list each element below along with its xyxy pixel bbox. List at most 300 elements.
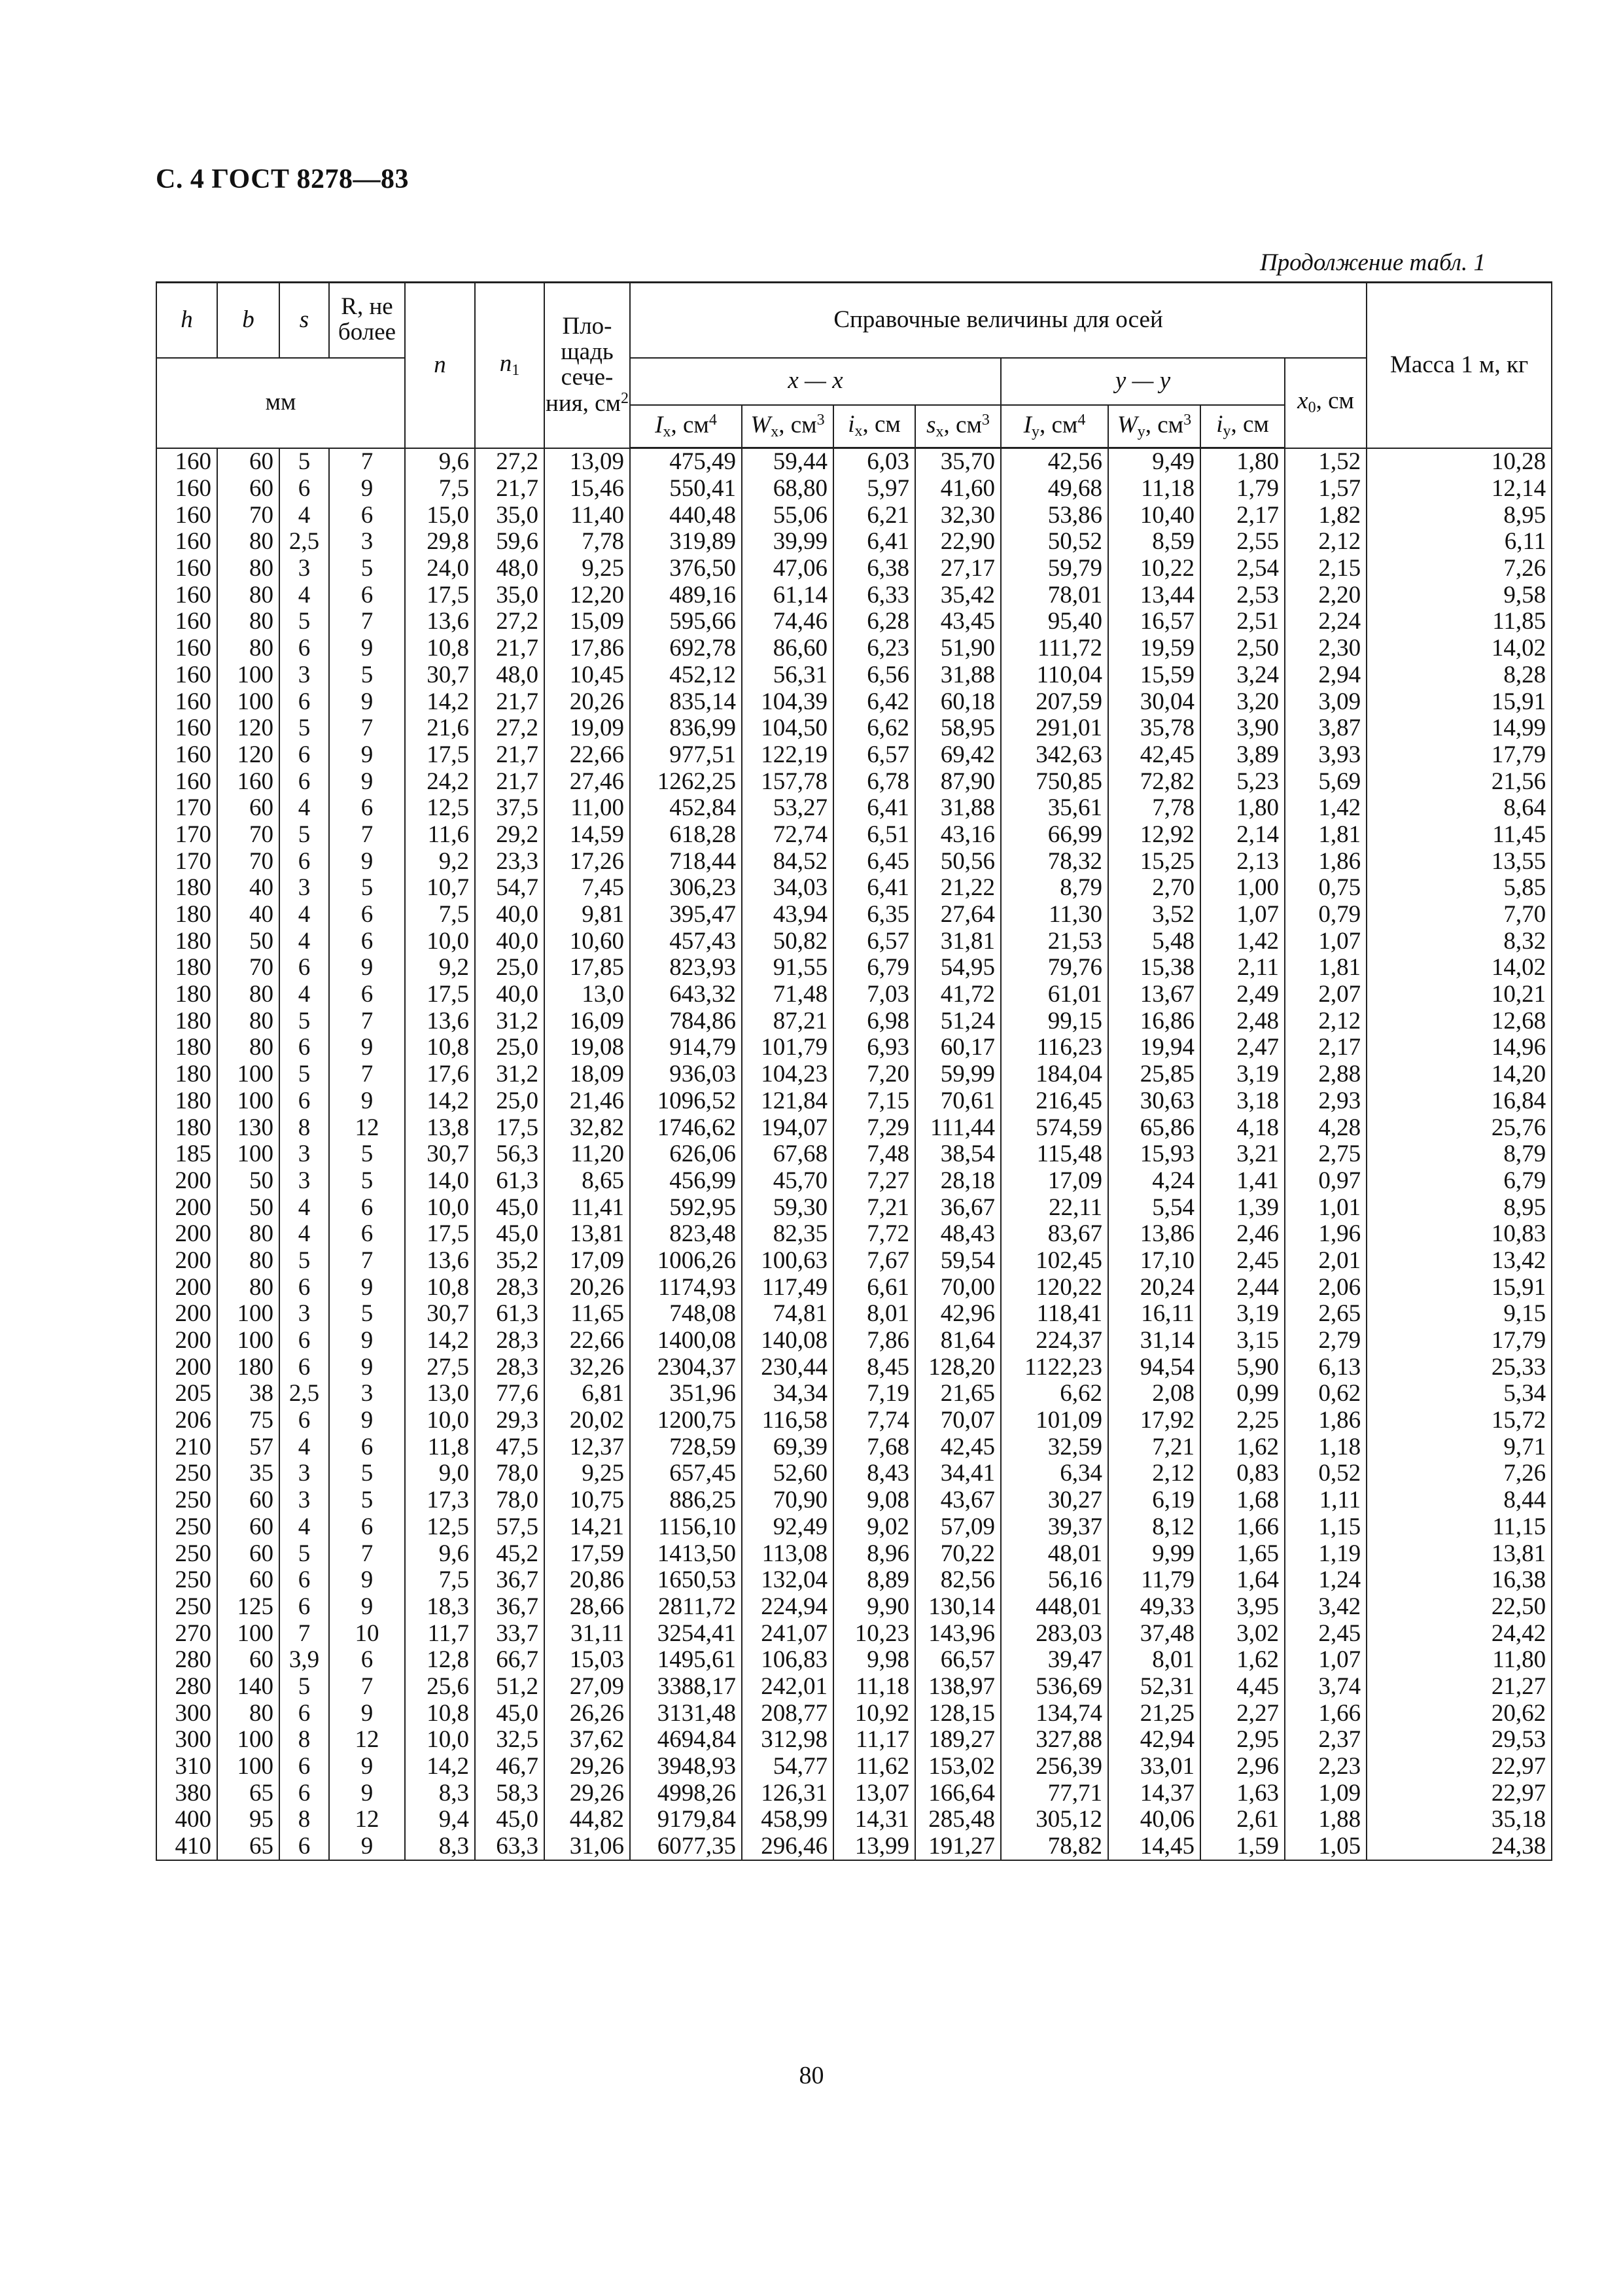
table-cell: 2,20 [1285, 582, 1367, 609]
table-cell: 6 [279, 742, 329, 769]
table-cell: 21,7 [475, 688, 544, 715]
table-cell: 6 [329, 928, 405, 955]
table-cell: 17,5 [475, 1114, 544, 1141]
table-cell: 58,95 [915, 715, 1001, 742]
table-cell: 63,3 [475, 1833, 544, 1861]
table-cell: 9 [329, 1567, 405, 1594]
table-cell: 6,33 [833, 582, 915, 609]
table-cell: 72,82 [1108, 768, 1200, 795]
table-cell: 2,61 [1200, 1807, 1285, 1833]
col-sx-symbol: s [926, 411, 936, 438]
table-cell: 1,39 [1200, 1194, 1285, 1221]
table-row [156, 875, 1552, 902]
table-cell: 66,99 [1001, 822, 1108, 849]
table-cell: 7,03 [833, 981, 915, 1008]
col-h: h [156, 283, 217, 358]
table-cell: 296,46 [742, 1833, 833, 1861]
table-cell: 70 [217, 955, 279, 981]
table-cell: 42,56 [1001, 448, 1108, 476]
table-cell: 20,86 [544, 1567, 630, 1594]
table-cell: 21,7 [475, 742, 544, 769]
table-cell: 100 [217, 1754, 279, 1780]
table-cell: 160 [156, 609, 217, 635]
table-row [156, 1754, 1552, 1780]
table-cell: 6,21 [833, 502, 915, 529]
table-cell: 12 [329, 1727, 405, 1754]
table-cell: 14,20 [1367, 1061, 1552, 1088]
table-cell: 7,45 [544, 875, 630, 902]
table-cell: 92,49 [742, 1514, 833, 1541]
table-cell: 3 [279, 1301, 329, 1328]
table-cell: 11,18 [833, 1674, 915, 1701]
table-cell: 6,41 [833, 529, 915, 556]
table-cell: 3,42 [1285, 1594, 1367, 1621]
table-cell: 7 [329, 822, 405, 849]
table-cell: 6,34 [1001, 1460, 1108, 1487]
table-cell: 475,49 [630, 448, 742, 476]
table-cell: 327,88 [1001, 1727, 1108, 1754]
table-cell: 224,94 [742, 1594, 833, 1621]
table-cell: 2,17 [1285, 1034, 1367, 1061]
table-cell: 82,35 [742, 1221, 833, 1248]
table-cell: 9 [329, 1088, 405, 1115]
table-cell: 9,08 [833, 1487, 915, 1514]
table-cell: 60,18 [915, 688, 1001, 715]
table-cell: 28,3 [475, 1354, 544, 1381]
table-cell: 2,08 [1108, 1381, 1200, 1407]
table-cell: 13,55 [1367, 848, 1552, 875]
table-cell: 40,0 [475, 928, 544, 955]
table-cell: 2,27 [1200, 1700, 1285, 1727]
table-cell: 27,09 [544, 1674, 630, 1701]
table-cell: 25,6 [405, 1674, 475, 1701]
table-cell: 1,24 [1285, 1567, 1367, 1594]
table-row [156, 1674, 1552, 1701]
table-cell: 41,72 [915, 981, 1001, 1008]
table-cell: 6 [329, 1514, 405, 1541]
table-cell: 48,01 [1001, 1540, 1108, 1567]
table-cell: 6 [279, 1328, 329, 1354]
table-row [156, 662, 1552, 689]
table-cell: 342,63 [1001, 742, 1108, 769]
table-cell: 60 [217, 1487, 279, 1514]
table-row [156, 1700, 1552, 1727]
col-iy [1001, 405, 1108, 448]
table-cell: 6,11 [1367, 529, 1552, 556]
table-cell: 143,96 [915, 1620, 1001, 1647]
table-cell: 7 [329, 609, 405, 635]
table-cell: 138,97 [915, 1674, 1001, 1701]
table-cell: 16,09 [544, 1008, 630, 1034]
col-ix-unit: , см [671, 411, 709, 438]
table-cell: 7 [329, 1540, 405, 1567]
table-cell: 1,52 [1285, 448, 1367, 476]
table-row [156, 742, 1552, 769]
table-cell: 250 [156, 1460, 217, 1487]
table-cell: 61,14 [742, 582, 833, 609]
table-cell: 14,0 [405, 1168, 475, 1195]
table-cell: 160 [217, 768, 279, 795]
table-cell: 2,24 [1285, 609, 1367, 635]
table-cell: 59,44 [742, 448, 833, 476]
table-cell: 31,88 [915, 662, 1001, 689]
table-cell: 11,80 [1367, 1647, 1552, 1674]
table-cell: 10,0 [405, 1194, 475, 1221]
table-cell: 38,54 [915, 1141, 1001, 1168]
table-cell: 78,82 [1001, 1833, 1108, 1861]
table-cell: 9,6 [405, 448, 475, 476]
table-cell: 80 [217, 556, 279, 582]
table-cell: 17,5 [405, 981, 475, 1008]
table-cell: 15,03 [544, 1647, 630, 1674]
table-cell: 3 [279, 1460, 329, 1487]
table-cell: 6077,35 [630, 1833, 742, 1861]
table-cell: 25,0 [475, 955, 544, 981]
table-cell: 17,79 [1367, 742, 1552, 769]
table-cell: 54,77 [742, 1754, 833, 1780]
col-wx-symbol: W [750, 411, 771, 438]
table-cell: 9 [329, 1034, 405, 1061]
table-cell: 5 [329, 662, 405, 689]
document-title: С. 4 ГОСТ 8278—83 [156, 164, 410, 194]
table-cell: 20,26 [544, 688, 630, 715]
table-cell: 17,09 [1001, 1168, 1108, 1195]
table-cell: 6,62 [1001, 1381, 1108, 1407]
col-wy-symbol: W [1117, 411, 1138, 438]
table-cell: 6,78 [833, 768, 915, 795]
table-cell: 6 [279, 1754, 329, 1780]
table-cell: 32,26 [544, 1354, 630, 1381]
col-wy-unit: , см [1145, 411, 1184, 438]
table-cell: 14,99 [1367, 715, 1552, 742]
table-cell: 8,45 [833, 1354, 915, 1381]
table-cell: 9,2 [405, 955, 475, 981]
table-row [156, 1061, 1552, 1088]
table-row [156, 1460, 1552, 1487]
table-cell: 29,26 [544, 1754, 630, 1780]
table-cell: 27,2 [475, 448, 544, 476]
col-ry-unit: , см [1230, 411, 1269, 438]
table-cell: 6,42 [833, 688, 915, 715]
table-cell: 37,5 [475, 795, 544, 822]
table-cell: 38 [217, 1381, 279, 1407]
table-cell: 1200,75 [630, 1407, 742, 1434]
table-cell: 4694,84 [630, 1727, 742, 1754]
table-cell: 35,78 [1108, 715, 1200, 742]
table-cell: 8,95 [1367, 1194, 1552, 1221]
table-cell: 22,50 [1367, 1594, 1552, 1621]
table-cell: 11,6 [405, 822, 475, 849]
table-cell: 21,53 [1001, 928, 1108, 955]
table-cell: 91,55 [742, 955, 833, 981]
table-cell: 9,71 [1367, 1434, 1552, 1460]
table-cell: 50 [217, 928, 279, 955]
table-cell: 13,67 [1108, 981, 1200, 1008]
table-cell: 300 [156, 1700, 217, 1727]
table-cell: 14,02 [1367, 955, 1552, 981]
table-cell: 30,27 [1001, 1487, 1108, 1514]
table-cell: 104,50 [742, 715, 833, 742]
table-cell: 17,5 [405, 742, 475, 769]
table-cell: 2,45 [1285, 1620, 1367, 1647]
table-cell: 5 [279, 1008, 329, 1034]
table-cell: 22,66 [544, 742, 630, 769]
table-cell: 8,44 [1367, 1487, 1552, 1514]
table-cell: 306,23 [630, 875, 742, 902]
table-cell: 283,03 [1001, 1620, 1108, 1647]
table-cell: 1,68 [1200, 1487, 1285, 1514]
table-cell: 3,19 [1200, 1061, 1285, 1088]
table-row [156, 768, 1552, 795]
table-cell: 5 [279, 715, 329, 742]
table-cell: 11,79 [1108, 1567, 1200, 1594]
table-cell: 5 [279, 448, 329, 476]
table-cell: 1,07 [1285, 928, 1367, 955]
table-cell: 6 [279, 688, 329, 715]
table-cell: 5 [279, 609, 329, 635]
table-cell: 1,18 [1285, 1434, 1367, 1460]
table-cell: 5,34 [1367, 1381, 1552, 1407]
table-cell: 49,33 [1108, 1594, 1200, 1621]
page-number: 80 [799, 2062, 824, 2089]
table-cell: 9 [329, 1754, 405, 1780]
table-cell: 886,25 [630, 1487, 742, 1514]
table-cell: 784,86 [630, 1008, 742, 1034]
col-sx-sub: x [935, 423, 944, 440]
table-cell: 61,3 [475, 1301, 544, 1328]
table-cell: 121,84 [742, 1088, 833, 1115]
table-row [156, 1114, 1552, 1141]
table-cell: 13,6 [405, 609, 475, 635]
table-cell: 50,56 [915, 848, 1001, 875]
table-cell: 452,84 [630, 795, 742, 822]
table-cell: 9 [329, 742, 405, 769]
table-cell: 230,44 [742, 1354, 833, 1381]
table-cell: 122,19 [742, 742, 833, 769]
table-cell: 95,40 [1001, 609, 1108, 635]
table-cell: 160 [156, 715, 217, 742]
table-cell: 13,6 [405, 1248, 475, 1275]
table-cell: 53,27 [742, 795, 833, 822]
table-cell: 11,18 [1108, 476, 1200, 503]
table-cell: 27,64 [915, 902, 1001, 928]
table-cell: 80 [217, 981, 279, 1008]
table-row [156, 476, 1552, 503]
table-cell: 69,42 [915, 742, 1001, 769]
table-cell: 24,38 [1367, 1833, 1552, 1861]
table-cell: 6 [279, 1780, 329, 1807]
table-cell: 100 [217, 1301, 279, 1328]
table-cell: 1,65 [1200, 1540, 1285, 1567]
table-cell: 1,09 [1285, 1780, 1367, 1807]
table-cell: 120 [217, 742, 279, 769]
col-sx-unit: , см [943, 411, 982, 438]
table-cell: 7,21 [1108, 1434, 1200, 1460]
table-cell: 208,77 [742, 1700, 833, 1727]
table-cell: 200 [156, 1221, 217, 1248]
col-area-sup: 2 [620, 389, 629, 407]
table-cell: 50 [217, 1194, 279, 1221]
table-cell: 4,28 [1285, 1114, 1367, 1141]
table-cell: 9 [329, 768, 405, 795]
table-cell: 10,8 [405, 1700, 475, 1727]
table-row [156, 1594, 1552, 1621]
table-cell: 3 [279, 1141, 329, 1168]
table-cell: 29,53 [1367, 1727, 1552, 1754]
table-cell: 6 [279, 1274, 329, 1301]
table-row [156, 1780, 1552, 1807]
table-cell: 7,21 [833, 1194, 915, 1221]
table-cell: 110,04 [1001, 662, 1108, 689]
table-cell: 1,80 [1200, 448, 1285, 476]
table-cell: 2,07 [1285, 981, 1367, 1008]
table-cell: 0,52 [1285, 1460, 1367, 1487]
table-cell: 3,19 [1200, 1301, 1285, 1328]
table-cell: 12 [329, 1114, 405, 1141]
table-cell: 57,5 [475, 1514, 544, 1541]
table-cell: 35,61 [1001, 795, 1108, 822]
table-cell: 180 [156, 1114, 217, 1141]
col-wx-unit: , см [778, 411, 817, 438]
table-cell: 395,47 [630, 902, 742, 928]
table-cell: 1006,26 [630, 1248, 742, 1275]
table-cell: 8,01 [833, 1301, 915, 1328]
table-cell: 47,06 [742, 556, 833, 582]
table-cell: 270 [156, 1620, 217, 1647]
table-cell: 65,86 [1108, 1114, 1200, 1141]
table-cell: 24,0 [405, 556, 475, 582]
table-cell: 36,7 [475, 1567, 544, 1594]
table-cell: 61,01 [1001, 981, 1108, 1008]
table-cell: 111,72 [1001, 635, 1108, 662]
table-cell: 10,28 [1367, 448, 1552, 476]
table-cell: 37,62 [544, 1727, 630, 1754]
table-cell: 13,99 [833, 1833, 915, 1861]
table-cell: 19,09 [544, 715, 630, 742]
table-cell: 100 [217, 1061, 279, 1088]
table-cell: 3,90 [1200, 715, 1285, 742]
table-cell: 618,28 [630, 822, 742, 849]
col-n1 [475, 283, 544, 448]
table-cell: 3 [329, 529, 405, 556]
table-cell: 6,79 [833, 955, 915, 981]
table-cell: 21,25 [1108, 1700, 1200, 1727]
table-cell: 452,12 [630, 662, 742, 689]
table-cell: 70,07 [915, 1407, 1001, 1434]
table-cell: 823,93 [630, 955, 742, 981]
table-cell: 6,98 [833, 1008, 915, 1034]
table-cell: 29,26 [544, 1780, 630, 1807]
table-cell: 13,81 [544, 1221, 630, 1248]
table-cell: 25,0 [475, 1088, 544, 1115]
table-cell: 14,21 [544, 1514, 630, 1541]
table-cell: 250 [156, 1567, 217, 1594]
table-cell: 914,79 [630, 1034, 742, 1061]
table-cell: 3254,41 [630, 1620, 742, 1647]
table-cell: 2,30 [1285, 635, 1367, 662]
table-cell: 7,70 [1367, 902, 1552, 928]
col-wx-sup: 3 [816, 411, 825, 429]
table-cell: 8,3 [405, 1833, 475, 1861]
table-cell: 6 [329, 1647, 405, 1674]
col-sx [915, 405, 1001, 448]
table-cell: 2,06 [1285, 1274, 1367, 1301]
table-cell: 4 [279, 981, 329, 1008]
table-cell: 16,11 [1108, 1301, 1200, 1328]
table-cell: 72,74 [742, 822, 833, 849]
table-cell: 10,0 [405, 1407, 475, 1434]
table-row [156, 688, 1552, 715]
table-row [156, 1833, 1552, 1861]
table-cell: 160 [156, 768, 217, 795]
table-cell: 7 [329, 448, 405, 476]
table-cell: 8,59 [1108, 529, 1200, 556]
table-cell: 5 [329, 875, 405, 902]
table-cell: 4,18 [1200, 1114, 1285, 1141]
table-cell: 16,38 [1367, 1567, 1552, 1594]
table-cell: 7,27 [833, 1168, 915, 1195]
table-row [156, 1381, 1552, 1407]
table-cell: 977,51 [630, 742, 742, 769]
table-cell: 2,01 [1285, 1248, 1367, 1275]
table-row [156, 1567, 1552, 1594]
table-cell: 6,62 [833, 715, 915, 742]
table-cell: 6,45 [833, 848, 915, 875]
table-cell: 7,72 [833, 1221, 915, 1248]
table-cell: 22,97 [1367, 1754, 1552, 1780]
col-iy-sub: y [1031, 423, 1039, 440]
table-cell: 28,3 [475, 1328, 544, 1354]
table-cell: 65 [217, 1833, 279, 1861]
col-wy-sup: 3 [1183, 411, 1192, 429]
table-cell: 70 [217, 822, 279, 849]
table-cell: 50,52 [1001, 529, 1108, 556]
table-cell: 48,0 [475, 662, 544, 689]
table-row [156, 955, 1552, 981]
table-cell: 9 [329, 1407, 405, 1434]
table-cell: 99,15 [1001, 1008, 1108, 1034]
table-cell: 7 [329, 1061, 405, 1088]
table-cell: 7 [329, 1008, 405, 1034]
table-cell: 12,20 [544, 582, 630, 609]
table-row [156, 1328, 1552, 1354]
table-cell: 160 [156, 635, 217, 662]
table-cell: 47,5 [475, 1434, 544, 1460]
table-cell: 9,99 [1108, 1540, 1200, 1567]
col-sx-sup: 3 [981, 411, 990, 429]
table-cell: 21,46 [544, 1088, 630, 1115]
table-cell: 241,07 [742, 1620, 833, 1647]
table-cell: 2,12 [1108, 1460, 1200, 1487]
table-cell: 184,04 [1001, 1061, 1108, 1088]
table-cell: 34,41 [915, 1460, 1001, 1487]
table-cell: 3388,17 [630, 1674, 742, 1701]
table-cell: 6 [279, 848, 329, 875]
table-cell: 8,01 [1108, 1647, 1200, 1674]
table-cell: 44,82 [544, 1807, 630, 1833]
table-cell: 210 [156, 1434, 217, 1460]
table-cell: 7 [329, 1674, 405, 1701]
table-row [156, 1034, 1552, 1061]
table-cell: 13,0 [544, 981, 630, 1008]
table-cell: 52,31 [1108, 1674, 1200, 1701]
table-cell: 6 [279, 635, 329, 662]
table-cell: 126,31 [742, 1780, 833, 1807]
table-cell: 12,68 [1367, 1008, 1552, 1034]
table-cell: 8,96 [833, 1540, 915, 1567]
table-cell: 457,43 [630, 928, 742, 955]
table-cell: 74,46 [742, 609, 833, 635]
